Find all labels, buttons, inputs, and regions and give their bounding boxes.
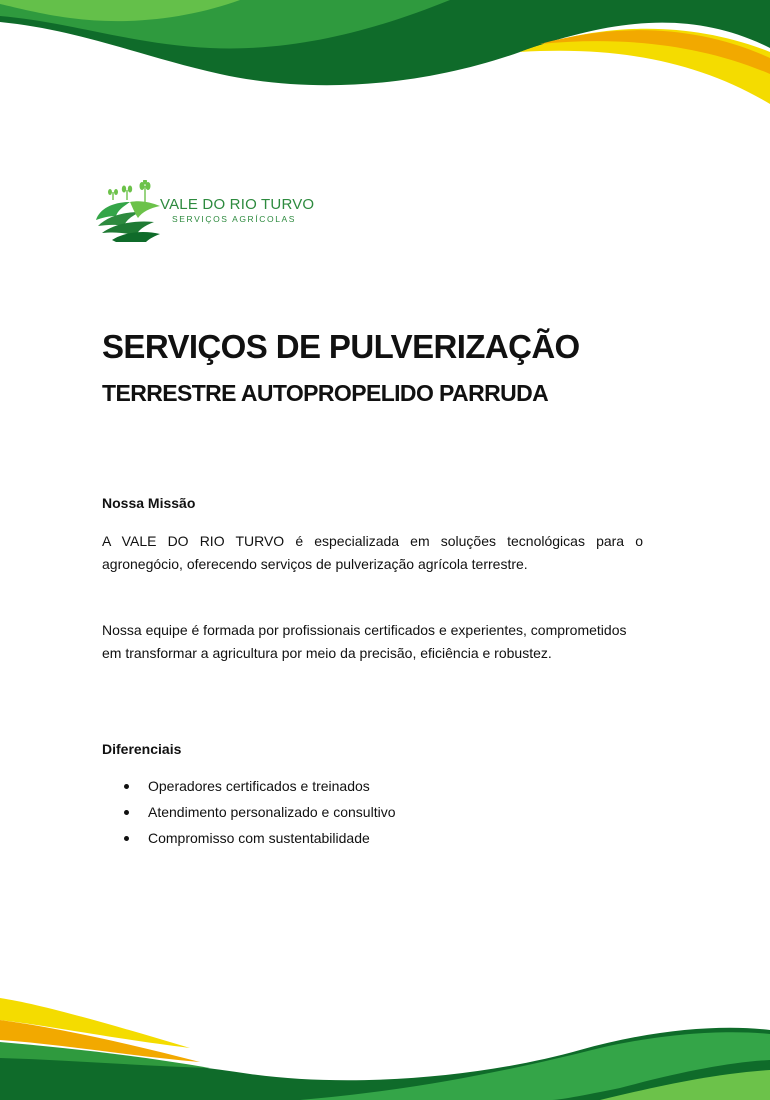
company-logo	[94, 180, 334, 244]
logo-tagline: SERVIÇOS AGRÍCOLAS	[172, 214, 297, 224]
list-item-text: Atendimento personalizado e consultivo	[148, 804, 396, 820]
mission-paragraph-1: A VALE DO RIO TURVO é especializada em soluções tecnológicas para o agronegócio, oferecendo serviços de pulverização agrícola terrestre.	[102, 533, 643, 572]
differentials-heading: Diferenciais	[102, 741, 182, 757]
bullet-icon	[124, 784, 129, 789]
list-item	[102, 801, 396, 827]
top-wave-decoration	[0, 0, 770, 110]
field-wheat-logo-icon	[94, 180, 164, 242]
bottom-wave-decoration	[0, 990, 770, 1100]
list-item-text: Compromisso com sustentabilidade	[148, 830, 370, 846]
page-subtitle: TERRESTRE AUTOPROPELIDO PARRUDA	[102, 380, 549, 406]
bullet-icon	[124, 810, 129, 815]
mission-paragraph-2: Nossa equipe é formada por profissionais certificados e experientes, comprometidos em transformar a agricultura por meio da precisão, eficiência e robustez.	[102, 622, 627, 661]
list-item	[102, 827, 396, 853]
list-item-text: Operadores certificados e treinados	[148, 778, 370, 794]
logo-company-name: VALE DO RIO TURVO	[160, 196, 315, 213]
bullet-icon	[124, 836, 129, 841]
differentials-list	[102, 775, 396, 853]
mission-heading: Nossa Missão	[102, 495, 196, 511]
list-item	[102, 775, 396, 801]
page-title: SERVIÇOS DE PULVERIZAÇÃO	[102, 328, 580, 365]
